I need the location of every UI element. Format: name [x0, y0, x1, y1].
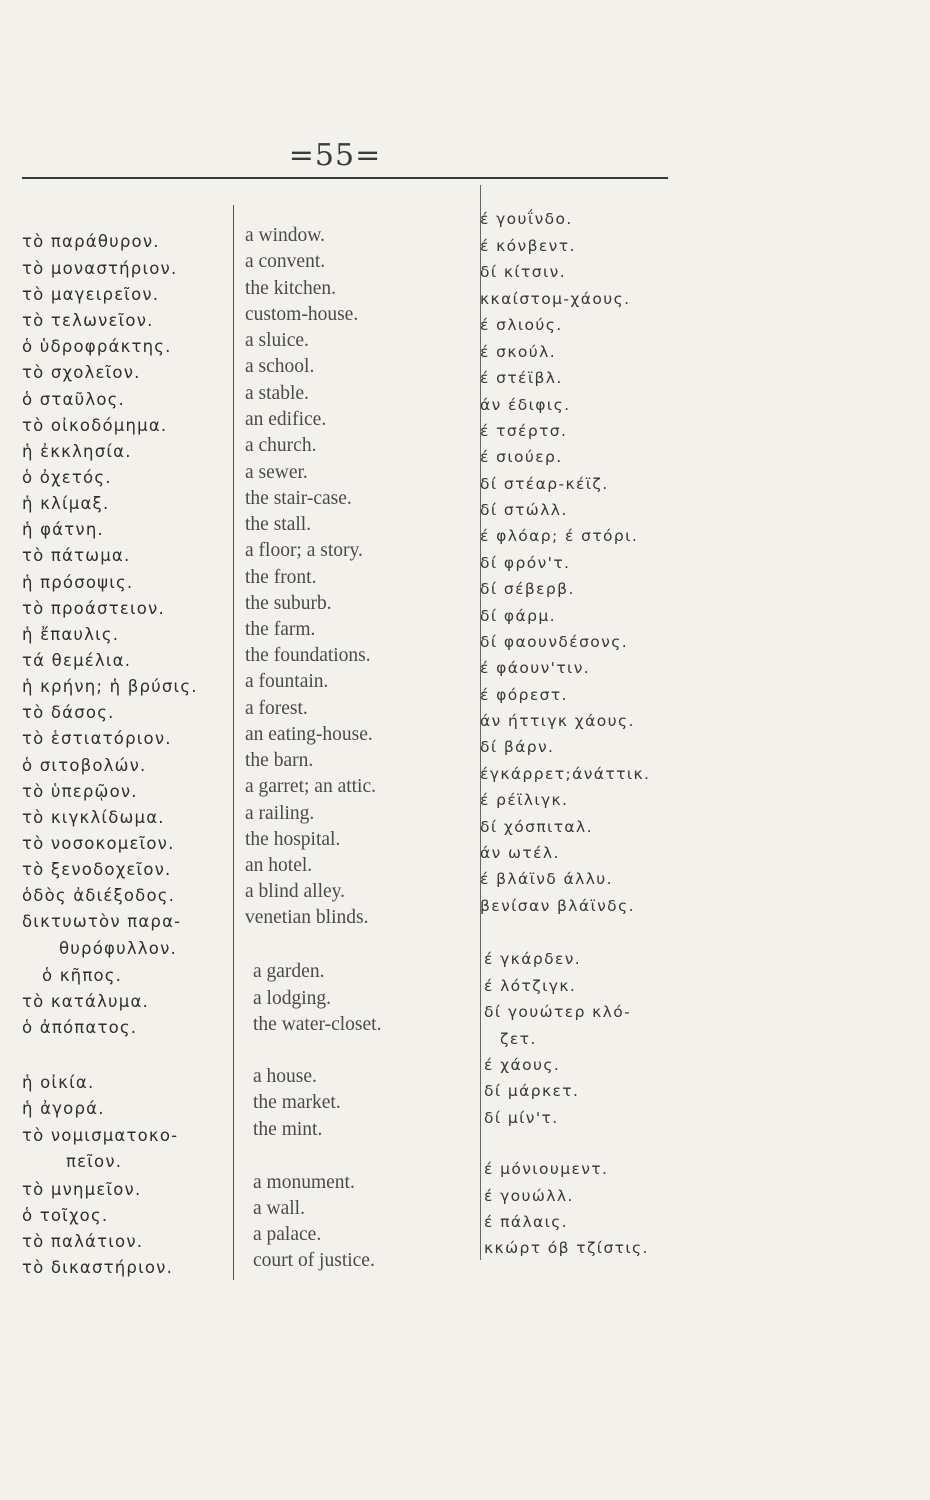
english-line: a floor; a story.	[245, 540, 363, 561]
greek-line: ἡ ἀγορά.	[22, 1099, 105, 1118]
greek-line: τὸ παλάτιον.	[22, 1232, 144, 1251]
greek-line: ἡ φάτνη.	[22, 520, 104, 539]
english-line: the suburb.	[245, 593, 332, 614]
english-line: a forest.	[245, 698, 308, 719]
pronunciation-line: δί φάρμ.	[480, 607, 556, 625]
greek-line: τὸ κατάλυμα.	[22, 992, 150, 1011]
pronunciation-line: δί φαουνδέσονς.	[480, 633, 629, 651]
pronunciation-line: βενίσαν βλάϊνδς.	[480, 897, 635, 915]
greek-line: τὸ πάτωμα.	[22, 546, 131, 565]
pronunciation-line: ζετ.	[500, 1030, 537, 1048]
english-line: a blind alley.	[245, 881, 345, 902]
pronunciation-line: δί στώλλ.	[480, 501, 568, 519]
greek-line: ἡ κρήνη; ἡ βρύσις.	[22, 677, 198, 696]
english-line: the foundations.	[245, 645, 371, 666]
pronunciation-line: έ βλάϊνδ άλλυ.	[480, 870, 613, 888]
greek-line: ὁ σιτοβολών.	[22, 756, 147, 775]
column-divider-left	[233, 205, 234, 1280]
pronunciation-line: έ κόνβεντ.	[480, 237, 576, 255]
pronunciation-line: έ γουώλλ.	[484, 1187, 574, 1205]
pronunciation-line: δί στέαρ-κέϊζ.	[480, 475, 609, 493]
english-line: the market.	[253, 1092, 341, 1113]
greek-line: τὸ τελωνεῖον.	[22, 311, 154, 330]
pronunciation-line: έ τσέρτσ.	[480, 422, 568, 440]
pronunciation-line: έ χάους.	[484, 1056, 561, 1074]
pronunciation-line: έ σκούλ.	[480, 343, 557, 361]
english-line: an hotel.	[245, 855, 313, 876]
pronunciation-line: έ μόνιουμεντ.	[484, 1160, 609, 1178]
english-line: venetian blinds.	[245, 907, 369, 928]
greek-line: ἡ οἰκία.	[22, 1073, 95, 1092]
english-line: a house.	[253, 1066, 317, 1087]
greek-line: ὁδὸς ἀδιέξοδος.	[22, 886, 176, 905]
english-line: a palace.	[253, 1224, 322, 1245]
pronunciation-line: έ στέϊβλ.	[480, 369, 563, 387]
pronunciation-line: έ πάλαις.	[484, 1213, 569, 1231]
english-line: a stable.	[245, 383, 309, 404]
pronunciation-line: έ φόρεστ.	[480, 686, 568, 704]
english-line: the hospital.	[245, 829, 341, 850]
english-line: the stair-case.	[245, 488, 352, 509]
english-line: court of justice.	[253, 1250, 375, 1271]
english-line: a convent.	[245, 251, 326, 272]
pronunciation-line: δί μάρκετ.	[484, 1082, 580, 1100]
greek-line: τὸ μνημεῖον.	[22, 1180, 142, 1199]
greek-line: ὁ τοῖχος.	[22, 1206, 109, 1225]
pronunciation-line: δί μίν'τ.	[484, 1109, 559, 1127]
greek-line: θυρόφυλλον.	[59, 939, 177, 958]
greek-line: τά θεμέλια.	[22, 651, 132, 670]
greek-line: ὁ ἀπόπατος.	[22, 1018, 138, 1037]
english-line: a sluice.	[245, 330, 309, 351]
greek-line: ὁ κῆπος.	[42, 966, 123, 985]
greek-line: ἡ ἐκκλησία.	[22, 442, 132, 461]
greek-line: ἡ ἔπαυλις.	[22, 625, 120, 644]
english-line: an edifice.	[245, 409, 327, 430]
pronunciation-line: κκώρτ όβ τζίστις.	[484, 1239, 649, 1257]
english-line: a railing.	[245, 803, 315, 824]
greek-line: ὁ ὀχετός.	[22, 468, 112, 487]
english-line: an eating-house.	[245, 724, 373, 745]
english-line: the farm.	[245, 619, 316, 640]
english-line: a window.	[245, 225, 325, 246]
greek-line: τὸ μοναστήριον.	[22, 259, 178, 278]
english-line: the water-closet.	[253, 1014, 382, 1035]
pronunciation-line: δί σέβερβ.	[480, 580, 575, 598]
pronunciation-line: δί γουώτερ κλό-	[484, 1003, 632, 1021]
greek-line: ἡ κλίμαξ.	[22, 494, 110, 513]
greek-line: τὸ μαγειρεῖον.	[22, 285, 160, 304]
pronunciation-line: έ λότζιγκ.	[484, 977, 577, 995]
greek-line: τὸ νομισματοκο-	[22, 1126, 179, 1145]
english-line: a fountain.	[245, 671, 329, 692]
pronunciation-line: έ γουΐνδο.	[480, 210, 573, 228]
english-line: a lodging.	[253, 988, 331, 1009]
pronunciation-line: δί βάρν.	[480, 738, 555, 756]
english-line: a church.	[245, 435, 317, 456]
greek-line: τὸ ξενοδοχεῖον.	[22, 860, 172, 879]
greek-line: πεῖον.	[66, 1152, 123, 1171]
pronunciation-line: κκαίστομ-χάους.	[480, 290, 631, 308]
english-line: a school.	[245, 356, 315, 377]
pronunciation-line: έ γκάρδεν.	[484, 950, 582, 968]
greek-line: τὸ δικαστήριον.	[22, 1258, 174, 1277]
pronunciation-line: δί κίτσιν.	[480, 263, 567, 281]
greek-line: τὸ ὑπερῷον.	[22, 782, 138, 801]
pronunciation-line: άν έδιφις.	[480, 396, 571, 414]
pronunciation-line: δί φρόν'τ.	[480, 554, 571, 572]
pronunciation-line: έ φάουν'τιν.	[480, 659, 591, 677]
greek-line: ὁ σταῦλος.	[22, 390, 125, 409]
pronunciation-line: έ σλιούς.	[480, 316, 563, 334]
pronunciation-line: έ ρέϊλιγκ.	[480, 791, 569, 809]
english-line: the front.	[245, 567, 317, 588]
greek-line: τὸ κιγκλίδωμα.	[22, 808, 165, 827]
english-line: a wall.	[253, 1198, 305, 1219]
greek-line: τὸ οἰκοδόμημα.	[22, 416, 168, 435]
greek-line: τὸ σχολεῖον.	[22, 363, 141, 382]
english-line: the kitchen.	[245, 278, 336, 299]
english-line: a sewer.	[245, 462, 308, 483]
pronunciation-line: έγκάρρετ;άνάττικ.	[480, 765, 651, 783]
english-line: the mint.	[253, 1119, 323, 1140]
pronunciation-line: έ σιούερ.	[480, 448, 563, 466]
header-rule	[22, 177, 668, 179]
greek-line: τὸ προάστειον.	[22, 599, 165, 618]
greek-line: ὁ ὑδροφράκτης.	[22, 337, 172, 356]
greek-line: τὸ νοσοκομεῖον.	[22, 834, 175, 853]
greek-line: δικτυωτὸν παρα-	[22, 912, 182, 931]
english-line: the stall.	[245, 514, 312, 535]
english-line: a garret; an attic.	[245, 776, 377, 797]
greek-line: τὸ παράθυρον.	[22, 232, 160, 251]
greek-line: τὸ δάσος.	[22, 703, 115, 722]
pronunciation-line: άν ήττιγκ χάους.	[480, 712, 635, 730]
english-line: a garden.	[253, 961, 325, 982]
greek-line: τὸ ἑστιατόριον.	[22, 729, 172, 748]
english-line: the barn.	[245, 750, 314, 771]
english-line: a monument.	[253, 1172, 355, 1193]
pronunciation-line: άν ωτέλ.	[480, 844, 560, 862]
pronunciation-line: έ φλόαρ; έ στόρι.	[480, 527, 639, 545]
english-line: custom-house.	[245, 304, 359, 325]
greek-line: ἡ πρόσοψις.	[22, 573, 134, 592]
pronunciation-line: δί χόσπιταλ.	[480, 818, 593, 836]
page-number: =55=	[288, 138, 382, 173]
